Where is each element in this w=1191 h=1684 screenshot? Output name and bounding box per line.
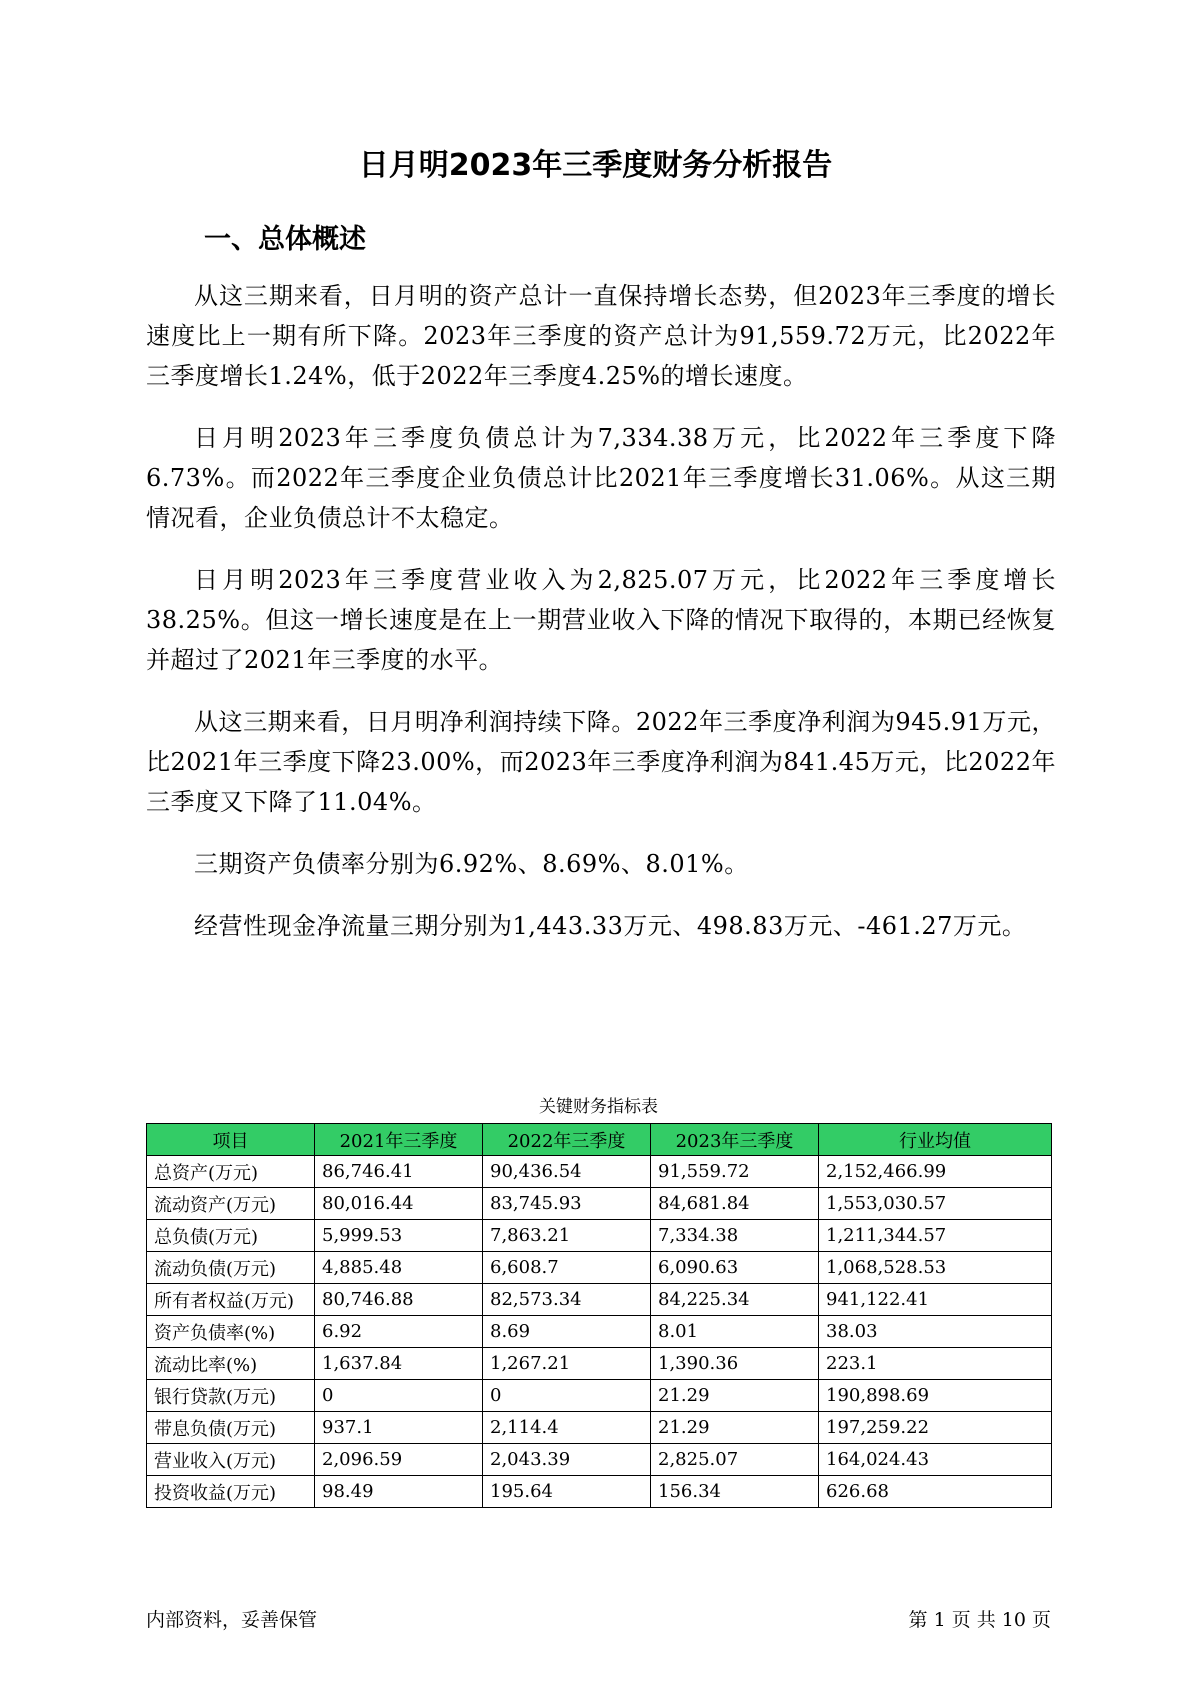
- table-cell: 98.49: [315, 1476, 483, 1508]
- row-label: 流动比率(%): [147, 1348, 315, 1380]
- table-row: [147, 1220, 1052, 1252]
- table-cell: 8.01: [651, 1316, 819, 1348]
- row-label: 带息负债(万元): [147, 1412, 315, 1444]
- table-row: [147, 1348, 1052, 1380]
- table-cell: 2,043.39: [483, 1444, 651, 1476]
- row-label: 总负债(万元): [147, 1220, 315, 1252]
- header-cell-2021q3: 2021年三季度: [315, 1124, 483, 1156]
- confidentiality-note: 内部资料，妥善保管: [146, 1609, 318, 1631]
- body-text: [146, 276, 1056, 968]
- table-cell: 1,637.84: [315, 1348, 483, 1380]
- table-cell: 80,016.44: [315, 1188, 483, 1220]
- table-row: [147, 1188, 1052, 1220]
- table-row: [147, 1476, 1052, 1508]
- table-cell: 80,746.88: [315, 1284, 483, 1316]
- table-cell: 5,999.53: [315, 1220, 483, 1252]
- paragraph-net-profit: 从这三期来看，日月明净利润持续下降。2022年三季度净利润为945.91万元，比2021年三季度下降23.00%，而2023年三季度净利润为841.45万元，比2022年三季度又下降了11.04%。: [146, 708, 1056, 816]
- row-label: 所有者权益(万元): [147, 1284, 315, 1316]
- paragraph-cash-flow: 经营性现金净流量三期分别为1,443.33万元、498.83万元、-461.27万元。: [194, 912, 1027, 940]
- paragraph-assets: 从这三期来看，日月明的资产总计一直保持增长态势，但2023年三季度的增长速度比上一期有所下降。2023年三季度的资产总计为91,559.72万元，比2022年三季度增长1.24%，低于2022年三季度4.25%的增长速度。: [146, 282, 1056, 390]
- table-cell: 1,068,528.53: [819, 1252, 1052, 1284]
- table-cell: 38.03: [819, 1316, 1052, 1348]
- header-cell-item: 项目: [147, 1124, 315, 1156]
- table-cell: 4,885.48: [315, 1252, 483, 1284]
- table-cell: 2,825.07: [651, 1444, 819, 1476]
- table-cell: 6,090.63: [651, 1252, 819, 1284]
- row-label: 银行贷款(万元): [147, 1380, 315, 1412]
- table-cell: 6,608.7: [483, 1252, 651, 1284]
- table-cell: 1,211,344.57: [819, 1220, 1052, 1252]
- table-cell: 2,096.59: [315, 1444, 483, 1476]
- table-cell: 223.1: [819, 1348, 1052, 1380]
- paragraph-liabilities: 日月明2023年三季度负债总计为7,334.38万元，比2022年三季度下降6.73%。而2022年三季度企业负债总计比2021年三季度增长31.06%。从这三期情况看，企业负债总计不太稳定。: [146, 424, 1056, 532]
- table-cell: 91,559.72: [651, 1156, 819, 1188]
- table-cell: 2,152,466.99: [819, 1156, 1052, 1188]
- table-cell: 7,863.21: [483, 1220, 651, 1252]
- table-header-row: [147, 1124, 1052, 1156]
- table-row: [147, 1284, 1052, 1316]
- header-cell-industry-avg: 行业均值: [819, 1124, 1052, 1156]
- table-row: [147, 1412, 1052, 1444]
- table-cell: 84,681.84: [651, 1188, 819, 1220]
- row-label: 总资产(万元): [147, 1156, 315, 1188]
- table-cell: 0: [483, 1380, 651, 1412]
- table-cell: 83,745.93: [483, 1188, 651, 1220]
- table-cell: 2,114.4: [483, 1412, 651, 1444]
- table-cell: 195.64: [483, 1476, 651, 1508]
- row-label: 投资收益(万元): [147, 1476, 315, 1508]
- row-label: 营业收入(万元): [147, 1444, 315, 1476]
- table-cell: 90,436.54: [483, 1156, 651, 1188]
- table-cell: 21.29: [651, 1412, 819, 1444]
- table-cell: 0: [315, 1380, 483, 1412]
- table-cell: 7,334.38: [651, 1220, 819, 1252]
- table-cell: 156.34: [651, 1476, 819, 1508]
- table-caption: 关键财务指标表: [539, 1097, 658, 1117]
- table-cell: 1,390.36: [651, 1348, 819, 1380]
- table-cell: 190,898.69: [819, 1380, 1052, 1412]
- table-row: [147, 1380, 1052, 1412]
- row-label: 流动负债(万元): [147, 1252, 315, 1284]
- key-financial-indicators-table: [146, 1123, 1052, 1508]
- section-heading: 一、总体概述: [204, 224, 366, 255]
- table-cell: 937.1: [315, 1412, 483, 1444]
- header-cell-2023q3: 2023年三季度: [651, 1124, 819, 1156]
- paragraph-revenue: 日月明2023年三季度营业收入为2,825.07万元，比2022年三季度增长38.25%。但这一增长速度是在上一期营业收入下降的情况下取得的，本期已经恢复并超过了2021年三季度的水平。: [146, 566, 1056, 674]
- table-cell: 941,122.41: [819, 1284, 1052, 1316]
- table-row: [147, 1316, 1052, 1348]
- table-cell: 1,553,030.57: [819, 1188, 1052, 1220]
- table-row: [147, 1444, 1052, 1476]
- page-indicator: 第 1 页 共 10 页: [908, 1609, 1051, 1631]
- table-cell: 21.29: [651, 1380, 819, 1412]
- table-cell: 6.92: [315, 1316, 483, 1348]
- table-cell: 84,225.34: [651, 1284, 819, 1316]
- table-cell: 8.69: [483, 1316, 651, 1348]
- table-cell: 1,267.21: [483, 1348, 651, 1380]
- row-label: 流动资产(万元): [147, 1188, 315, 1220]
- table-cell: 164,024.43: [819, 1444, 1052, 1476]
- row-label: 资产负债率(%): [147, 1316, 315, 1348]
- table-cell: 197,259.22: [819, 1412, 1052, 1444]
- paragraph-debt-ratio: 三期资产负债率分别为6.92%、8.69%、8.01%。: [194, 850, 749, 878]
- document-title: 日月明2023年三季度财务分析报告: [358, 148, 833, 183]
- table-cell: 86,746.41: [315, 1156, 483, 1188]
- table-cell: 82,573.34: [483, 1284, 651, 1316]
- table-row: [147, 1252, 1052, 1284]
- header-cell-2022q3: 2022年三季度: [483, 1124, 651, 1156]
- table-row: [147, 1156, 1052, 1188]
- table-cell: 626.68: [819, 1476, 1052, 1508]
